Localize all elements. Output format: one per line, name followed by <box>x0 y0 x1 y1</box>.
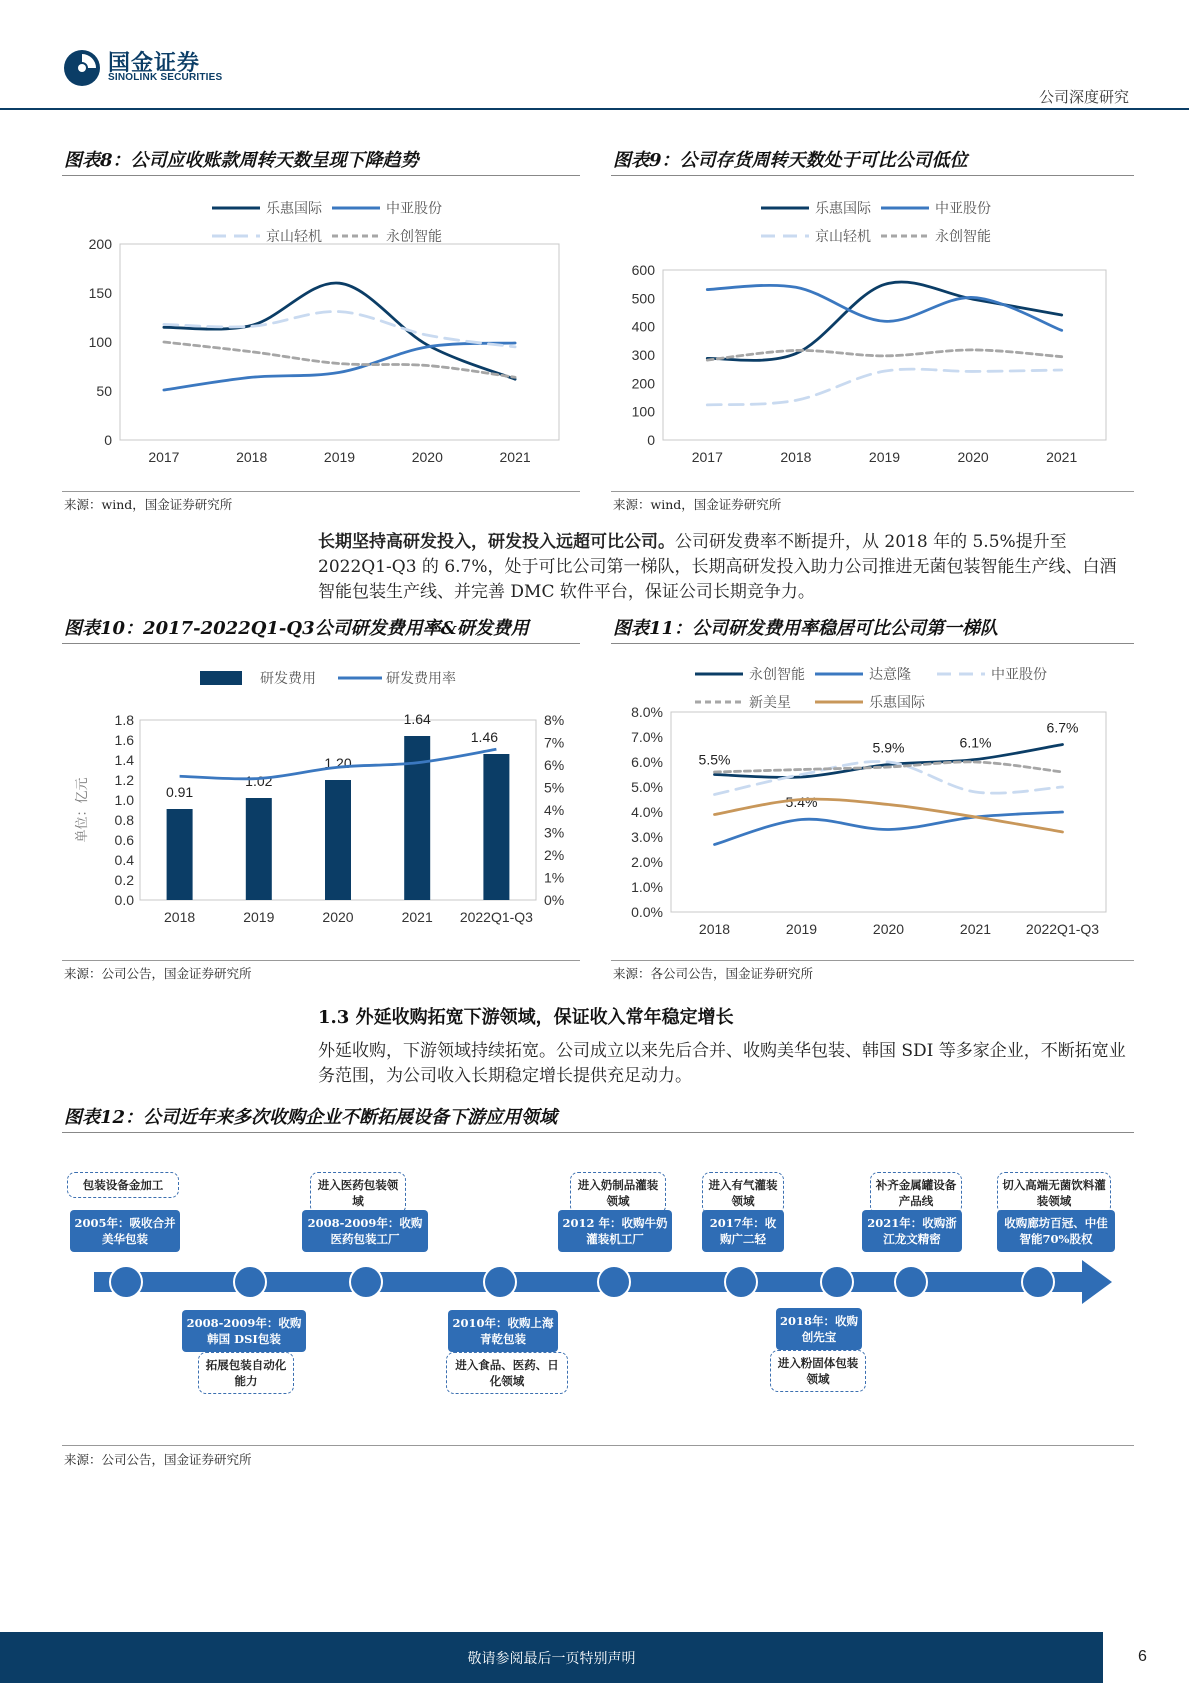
y-tick-label: 0.0% <box>631 904 663 920</box>
timeline-node <box>820 1265 854 1299</box>
y-right-tick-label: 7% <box>544 734 565 751</box>
x-tick-label: 2021 <box>401 909 433 925</box>
y-tick-label: 7.0% <box>631 729 663 745</box>
y-left-tick-label: 1.0 <box>114 792 134 808</box>
data-label: 5.5% <box>698 751 731 768</box>
bar <box>483 754 509 900</box>
bar <box>325 780 351 900</box>
timeline-event-label: 收购廊坊百冠、中佳智能70%股权 <box>997 1210 1115 1252</box>
x-tick-label: 2017 <box>148 449 180 465</box>
fig9-title-rule <box>611 175 1134 176</box>
timeline-domain-label: 进入有气灌装领域 <box>702 1172 784 1214</box>
y-tick-label: 6.0% <box>631 754 663 770</box>
x-tick-label: 2021 <box>499 449 531 465</box>
rd-paragraph <box>318 530 1132 605</box>
y-right-tick-label: 3% <box>544 824 565 841</box>
timeline-domain-label: 进入奶制品灌装领域 <box>570 1172 666 1214</box>
x-tick-label: 2018 <box>164 909 196 925</box>
y-tick-label: 0 <box>647 432 655 448</box>
data-label: 6.1% <box>959 734 992 751</box>
data-label: 6.7% <box>1046 719 1079 736</box>
logo-english-name: SINOLINK SECURITIES <box>108 72 223 83</box>
y-tick-label: 1.0% <box>631 879 663 895</box>
timeline-domain-label: 进入粉固体包装领域 <box>770 1350 866 1392</box>
timeline-node <box>233 1265 267 1299</box>
fig9-source: 来源：wind，国金证券研究所 <box>613 497 782 512</box>
x-tick-label: 2020 <box>957 449 989 465</box>
legend-label-2: 京山轻机 <box>815 228 871 244</box>
timeline-event-label: 2018年：收购创先宝 <box>776 1308 862 1350</box>
fig11-chart <box>611 650 1134 952</box>
x-tick-label: 2019 <box>243 909 275 925</box>
legend-label-3: 永创智能 <box>935 228 991 244</box>
bar-value-label: 1.02 <box>245 773 273 789</box>
fig11-title: 图表11：公司研发费用率稳居可比公司第一梯队 <box>613 618 999 639</box>
y-tick-label: 3.0% <box>631 829 663 845</box>
fig11-source: 来源：各公司公告，国金证券研究所 <box>613 966 814 981</box>
y-left-tick-label: 1.6 <box>114 732 134 748</box>
timeline-node <box>483 1265 517 1299</box>
fig12-source: 来源：公司公告，国金证券研究所 <box>64 1452 252 1467</box>
y-tick-label: 5.0% <box>631 779 663 795</box>
legend-label-3: 永创智能 <box>386 228 442 244</box>
y-left-tick-label: 1.4 <box>114 752 134 768</box>
timeline-event-label: 2008-2009年：收购医药包装工厂 <box>302 1210 428 1252</box>
y-right-tick-label: 2% <box>544 847 565 863</box>
legend-label-3: 新美星 <box>749 694 791 710</box>
fig8-title-rule <box>62 175 580 176</box>
series-line-1 <box>715 812 1063 845</box>
y-right-tick-label: 1% <box>544 869 565 886</box>
legend-label-bar: 研发费用 <box>260 670 316 686</box>
timeline-event-label: 2012 年：收购牛奶灌装机工厂 <box>558 1210 672 1252</box>
y-left-tick-label: 0.6 <box>114 832 134 848</box>
timeline-node <box>894 1265 928 1299</box>
y-tick-label: 8.0% <box>631 704 663 720</box>
x-tick-label: 2021 <box>959 921 992 937</box>
legend-label-1: 中亚股份 <box>935 200 991 216</box>
x-tick-label: 2019 <box>323 449 356 465</box>
legend-label-1: 达意隆 <box>869 666 911 682</box>
fig9-title: 图表9：公司存货周转天数处于可比公司低位 <box>613 150 968 171</box>
y-left-tick-label: 0.2 <box>114 872 134 888</box>
y-tick-label: 500 <box>631 290 655 307</box>
fig11-title-rule <box>611 643 1134 644</box>
y-tick-label: 100 <box>631 403 655 420</box>
bar-value-label: 0.91 <box>165 784 194 800</box>
x-tick-label: 2018 <box>236 449 268 465</box>
y-tick-label: 100 <box>88 334 112 350</box>
fig8-source: 来源：wind，国金证券研究所 <box>64 497 233 512</box>
series-line-3 <box>707 350 1061 360</box>
bar-value-label: 1.46 <box>470 729 499 745</box>
fig12-title-rule <box>62 1132 1134 1133</box>
y-right-tick-label: 5% <box>544 779 565 796</box>
y-tick-label: 200 <box>631 375 655 392</box>
timeline-event-label: 2017年：收购广二轻 <box>702 1210 784 1252</box>
timeline-domain-label: 切入高端无菌饮料灌装领域 <box>997 1172 1111 1214</box>
section-heading: 1.3 外延收购拓宽下游领域，保证收入常年稳定增长 <box>318 1007 734 1028</box>
y-tick-label: 150 <box>88 285 112 301</box>
timeline-node <box>109 1265 143 1299</box>
fig10-title: 图表10：2017-2022Q1-Q3公司研发费用率&研发费用 <box>64 618 529 639</box>
timeline-node <box>1021 1265 1055 1299</box>
timeline-domain-label: 补齐金属罐设备产品线 <box>870 1172 962 1214</box>
x-tick-label: 2018 <box>780 449 812 465</box>
legend-label-0: 乐惠国际 <box>815 200 871 216</box>
timeline-node <box>597 1265 631 1299</box>
company-logo-icon <box>62 48 102 88</box>
report-type: 公司深度研究 <box>1038 88 1129 106</box>
page-number: 6 <box>1138 1648 1147 1665</box>
y-left-tick-label: 0.0 <box>114 892 134 908</box>
x-tick-label: 2020 <box>411 449 443 465</box>
timeline-node <box>724 1265 758 1299</box>
fig10-title-rule <box>62 643 580 644</box>
timeline-domain-label: 进入食品、医药、日化领域 <box>446 1352 568 1394</box>
x-tick-label: 2017 <box>691 449 723 465</box>
acquisition-timeline <box>62 1140 1134 1440</box>
timeline-node <box>349 1265 383 1299</box>
x-tick-label: 2022Q1-Q3 <box>1025 921 1100 937</box>
bar <box>246 798 272 900</box>
fig8-title: 图表8：公司应收账款周转天数呈现下降趋势 <box>64 150 419 171</box>
x-tick-label: 2020 <box>872 921 905 937</box>
fig12-title: 图表12：公司近年来多次收购企业不断拓展设备下游应用领域 <box>64 1107 558 1128</box>
legend-label-line: 研发费用率 <box>386 670 456 686</box>
series-line-1 <box>164 343 515 390</box>
y-tick-label: 4.0% <box>631 804 663 820</box>
bar-value-label: 1.20 <box>324 755 352 771</box>
x-tick-label: 2019 <box>868 449 901 465</box>
y-tick-label: 300 <box>631 347 655 363</box>
y-tick-label: 200 <box>88 236 112 252</box>
y-tick-label: 50 <box>96 383 112 399</box>
section-paragraph: 外延收购，下游领域持续拓宽。公司成立以来先后合并、收购美华包装、韩国 SDI 等多家企业，不断拓宽业务范围，为公司收入长期稳定增长提供充足动力。 <box>318 1041 1126 1086</box>
legend-label-2: 中亚股份 <box>991 666 1047 682</box>
timeline-event-label: 2008-2009年：收购韩国 DSI包装 <box>182 1310 306 1352</box>
logo-chinese-name: 国金证券 <box>108 50 201 76</box>
y-right-tick-label: 6% <box>544 757 565 773</box>
fig10-bottom-rule <box>62 960 580 961</box>
legend-label-0: 永创智能 <box>749 666 805 682</box>
series-line-0 <box>164 283 515 379</box>
y-axis-title: 单位：亿元 <box>74 777 89 843</box>
series-line-2 <box>707 369 1061 405</box>
legend-label-0: 乐惠国际 <box>266 200 322 216</box>
y-tick-label: 0 <box>104 432 112 448</box>
y-right-tick-label: 8% <box>544 712 565 728</box>
fig9-bottom-rule <box>611 491 1134 492</box>
bar-value-label: 1.64 <box>403 711 431 727</box>
y-tick-label: 2.0% <box>631 854 663 870</box>
timeline-domain-label: 进入医药包装领域 <box>310 1172 406 1214</box>
fig12-bottom-rule <box>62 1445 1134 1446</box>
timeline-event-label: 2010年：收购上海青乾包装 <box>448 1310 558 1352</box>
y-left-tick-label: 1.2 <box>114 772 134 788</box>
y-right-tick-label: 0% <box>544 892 565 908</box>
fig11-bottom-rule <box>611 960 1134 961</box>
y-left-tick-label: 0.8 <box>114 812 134 828</box>
x-tick-label: 2022Q1-Q3 <box>459 909 533 925</box>
legend-label-1: 中亚股份 <box>386 200 442 216</box>
timeline-domain-label: 包装设备金加工 <box>67 1172 179 1198</box>
legend-swatch-bar <box>200 671 242 685</box>
y-tick-label: 600 <box>631 262 655 278</box>
fig9-chart <box>611 182 1134 484</box>
header-divider <box>0 108 1189 110</box>
fig10-chart <box>62 650 580 952</box>
data-label: 5.4% <box>785 794 818 810</box>
legend-label-4: 乐惠国际 <box>869 694 925 710</box>
fig8-chart <box>62 182 580 484</box>
rd-paragraph-lead: 长期坚持高研发投入，研发投入远超可比公司。 <box>318 532 675 552</box>
data-label: 5.9% <box>872 739 905 756</box>
timeline-event-label: 2021年：收购浙江龙文精密 <box>862 1210 962 1252</box>
x-tick-label: 2018 <box>698 921 731 937</box>
x-tick-label: 2020 <box>322 909 354 925</box>
rd-paragraph-body: 公司研发费率不断提升，从 2018 年的 5.5%提升至 2022Q1-Q3 的 6.7%，处于可比公司第一梯队，长期高研发投入助力公司推进无菌包装智能生产线、白酒智能包装生产线、并完善 DMC 软件平台，保证公司长期竞争力。 <box>318 532 1117 602</box>
x-tick-label: 2021 <box>1046 449 1078 465</box>
y-right-tick-label: 4% <box>544 802 565 818</box>
series-line-1 <box>707 285 1061 330</box>
bar <box>167 809 193 900</box>
fig10-source: 来源：公司公告，国金证券研究所 <box>64 966 252 981</box>
timeline-domain-label: 拓展包装自动化能力 <box>198 1352 294 1394</box>
x-tick-label: 2019 <box>785 921 818 937</box>
timeline-event-label: 2005年：吸收合并美华包装 <box>70 1210 180 1252</box>
legend-label-2: 京山轻机 <box>266 228 322 244</box>
footer-disclaimer: 敬请参阅最后一页特别声明 <box>467 1651 636 1667</box>
fig8-bottom-rule <box>62 491 580 492</box>
y-tick-label: 400 <box>631 318 655 335</box>
y-left-tick-label: 0.4 <box>114 852 134 868</box>
y-left-tick-label: 1.8 <box>114 712 134 728</box>
